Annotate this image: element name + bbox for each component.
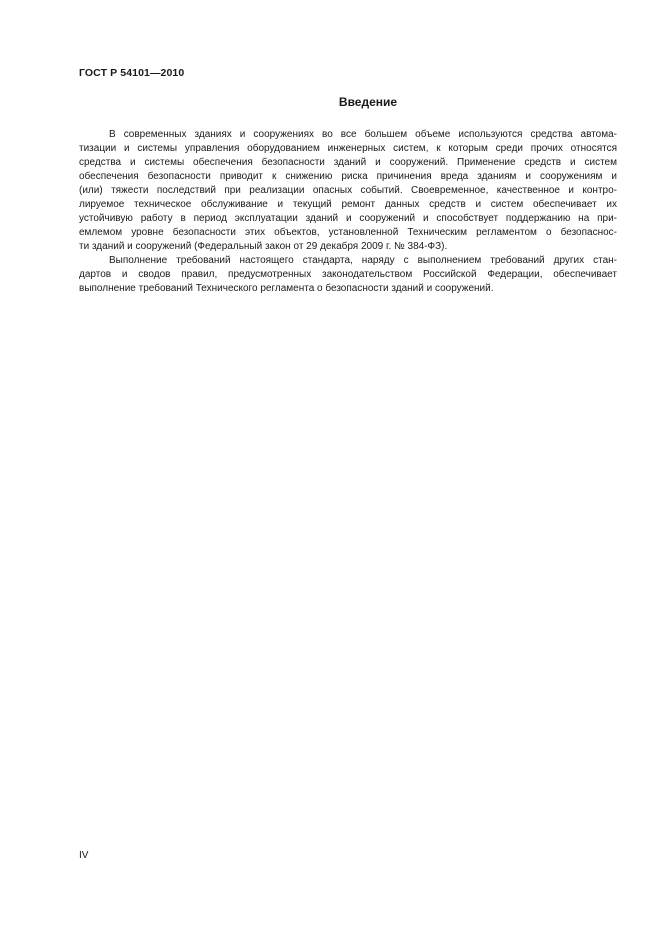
paragraph-line: устойчивую работу в период эксплуатации зданий и сооружений и способствует поддержанию на при-: [79, 213, 617, 224]
paragraph-line: емлемом уровне безопасности этих объектов, установленной Техническим регламентом о безопаснос-: [79, 227, 617, 238]
paragraph-line: средства и системы обеспечения безопасности зданий и сооружений. Применение средств и систем: [79, 157, 617, 168]
document-code-header: ГОСТ Р 54101—2010: [79, 67, 185, 79]
body-text: [79, 128, 617, 296]
paragraph-line: выполнение требований Технического регламента о безопасности зданий и сооружений.: [79, 283, 494, 294]
paragraph-line: тизации и системы управления оборудованием инженерных систем, к которым среди прочих относятся: [79, 143, 617, 154]
paragraph-line: В современных зданиях и сооружениях во все большем объеме используются средства автома-: [109, 129, 617, 140]
paragraph-introduction: [79, 128, 617, 254]
paragraph-line: (или) тяжести последствий при реализации опасных событий. Своевременное, качественное и контро-: [79, 185, 617, 196]
paragraph-line: Выполнение требований настоящего стандарта, наряду с выполнением требований других стан-: [109, 255, 617, 266]
page-number: IV: [79, 850, 89, 861]
paragraph-requirements: [79, 254, 617, 296]
paragraph-line: ти зданий и сооружений (Федеральный закон от 29 декабря 2009 г. № 384-ФЗ).: [79, 241, 448, 252]
paragraph-line: лируемое техническое обслуживание и текущий ремонт данных средств и систем обеспечивает их: [79, 199, 617, 210]
paragraph-line: обеспечения безопасности приводит к снижению риска причинения вреда зданиям и сооружениям и: [79, 171, 617, 182]
section-title: Введение: [338, 95, 398, 109]
paragraph-line: дартов и сводов правил, предусмотренных законодательством Российской Федерации, обеспечивает: [79, 269, 617, 280]
